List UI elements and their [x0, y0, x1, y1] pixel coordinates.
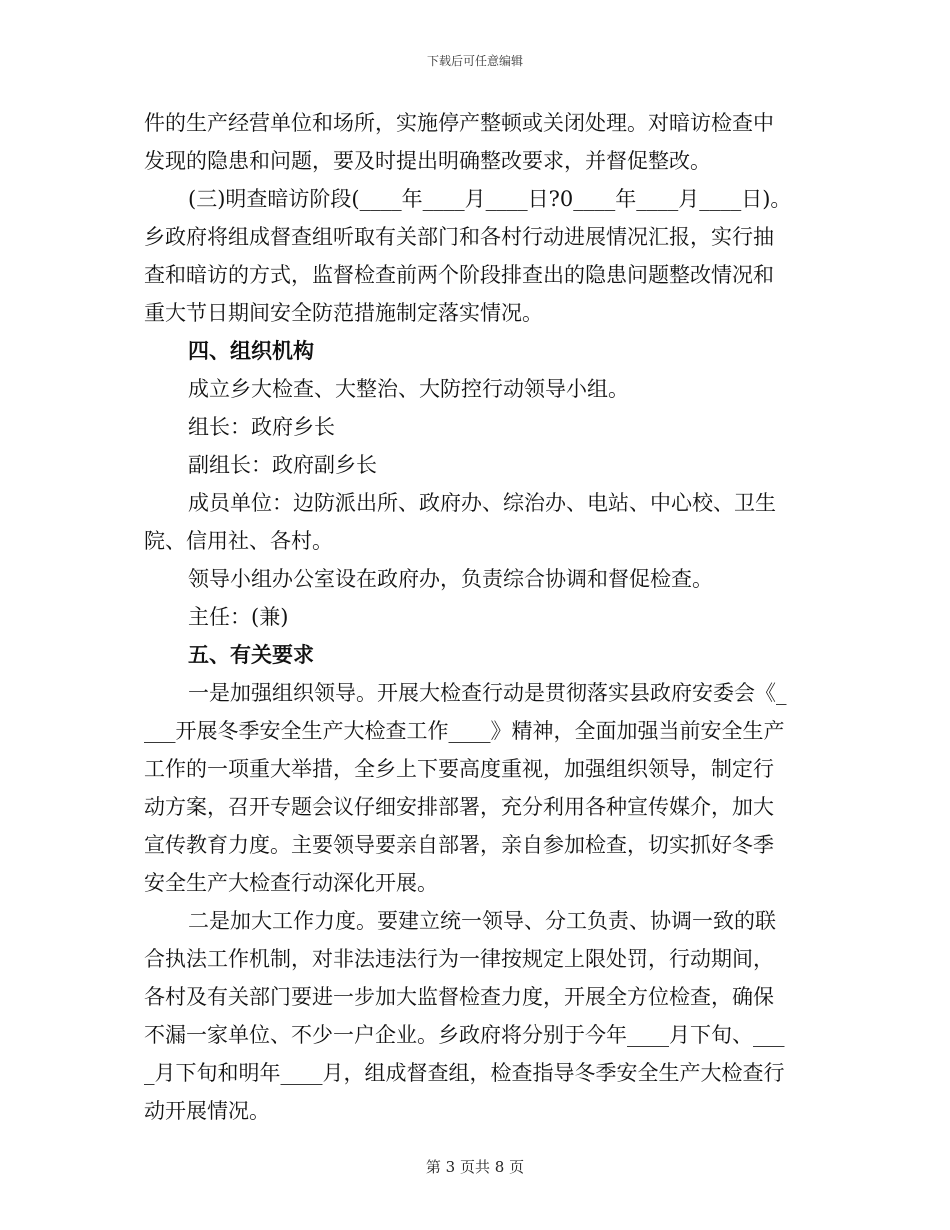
paragraph-line: 乡政府将组成督查组听取有关部门和各村行动进展情况汇报，实行抽 [144, 225, 774, 249]
paragraph-line: 重大节日期间安全防范措施制定落实情况。 [144, 301, 543, 325]
paragraph-line: 不漏一家单位、不少一户企业。乡政府将分别于今年____月下旬、___ [144, 1023, 785, 1047]
page-footer: 第 3 页共 8 页 [425, 1158, 525, 1176]
paragraph-line: 件的生产经营单位和场所，实施停产整顿或关闭处理。对暗访检查中 [144, 111, 774, 135]
paragraph-line: 院、信用社、各村。 [144, 529, 333, 553]
paragraph-line: 二是加大工作力度。要建立统一领导、分工负责、协调一致的联 [188, 909, 776, 933]
document-body [144, 104, 808, 1130]
paragraph-line: 工作的一项重大举措，全乡上下要高度重视，加强组织领导，制定行 [144, 757, 774, 781]
paragraph-line: ___开展冬季安全生产大检查工作____》精神，全面加强当前安全生产 [144, 719, 785, 743]
paragraph-line: 发现的隐患和问题，要及时提出明确整改要求，并督促整改。 [144, 149, 711, 173]
paragraph-line: 查和暗访的方式，监督检查前两个阶段排查出的隐患问题整改情况和 [144, 263, 774, 287]
paragraph-line: 成员单位：边防派出所、政府办、综治办、电站、中心校、卫生 [188, 491, 776, 515]
paragraph-line: 合执法工作机制，对非法违法行为一律按规定上限处罚，行动期间， [144, 947, 774, 971]
paragraph-line: 动开展情况。 [144, 1099, 270, 1123]
paragraph-line: 领导小组办公室设在政府办，负责综合协调和督促检查。 [188, 567, 713, 591]
section-heading-org: 四、组织机构 [188, 338, 314, 363]
paragraph-line: 主任：(兼) [188, 605, 289, 629]
paragraph-line: 副组长：政府副乡长 [188, 453, 377, 477]
paragraph-line: 宣传教育力度。主要领导要亲自部署，亲自参加检查，切实抓好冬季 [144, 833, 774, 857]
paragraph-line: 成立乡大检查、大整治、大防控行动领导小组。 [188, 377, 629, 401]
paragraph-line: 组长：政府乡长 [188, 415, 335, 439]
page-header: 下载后可任意编辑 [426, 54, 523, 68]
section-heading-requirements: 五、有关要求 [188, 642, 314, 667]
paragraph-line: 安全生产大检查行动深化开展。 [144, 871, 438, 895]
paragraph-line: (三)明查暗访阶段(____年____月____日?0____年____月____日)。 [188, 187, 792, 211]
paragraph-line: _月下旬和明年____月，组成督查组，检查指导冬季安全生产大检查行 [144, 1061, 785, 1085]
paragraph-line: 各村及有关部门要进一步加大监督检查力度，开展全方位检查，确保 [144, 985, 774, 1009]
paragraph-line: 一是加强组织领导。开展大检查行动是贯彻落实县政府安委会《_ [188, 681, 787, 705]
paragraph-line: 动方案，召开专题会议仔细安排部署，充分利用各种宣传媒介，加大 [144, 795, 774, 819]
